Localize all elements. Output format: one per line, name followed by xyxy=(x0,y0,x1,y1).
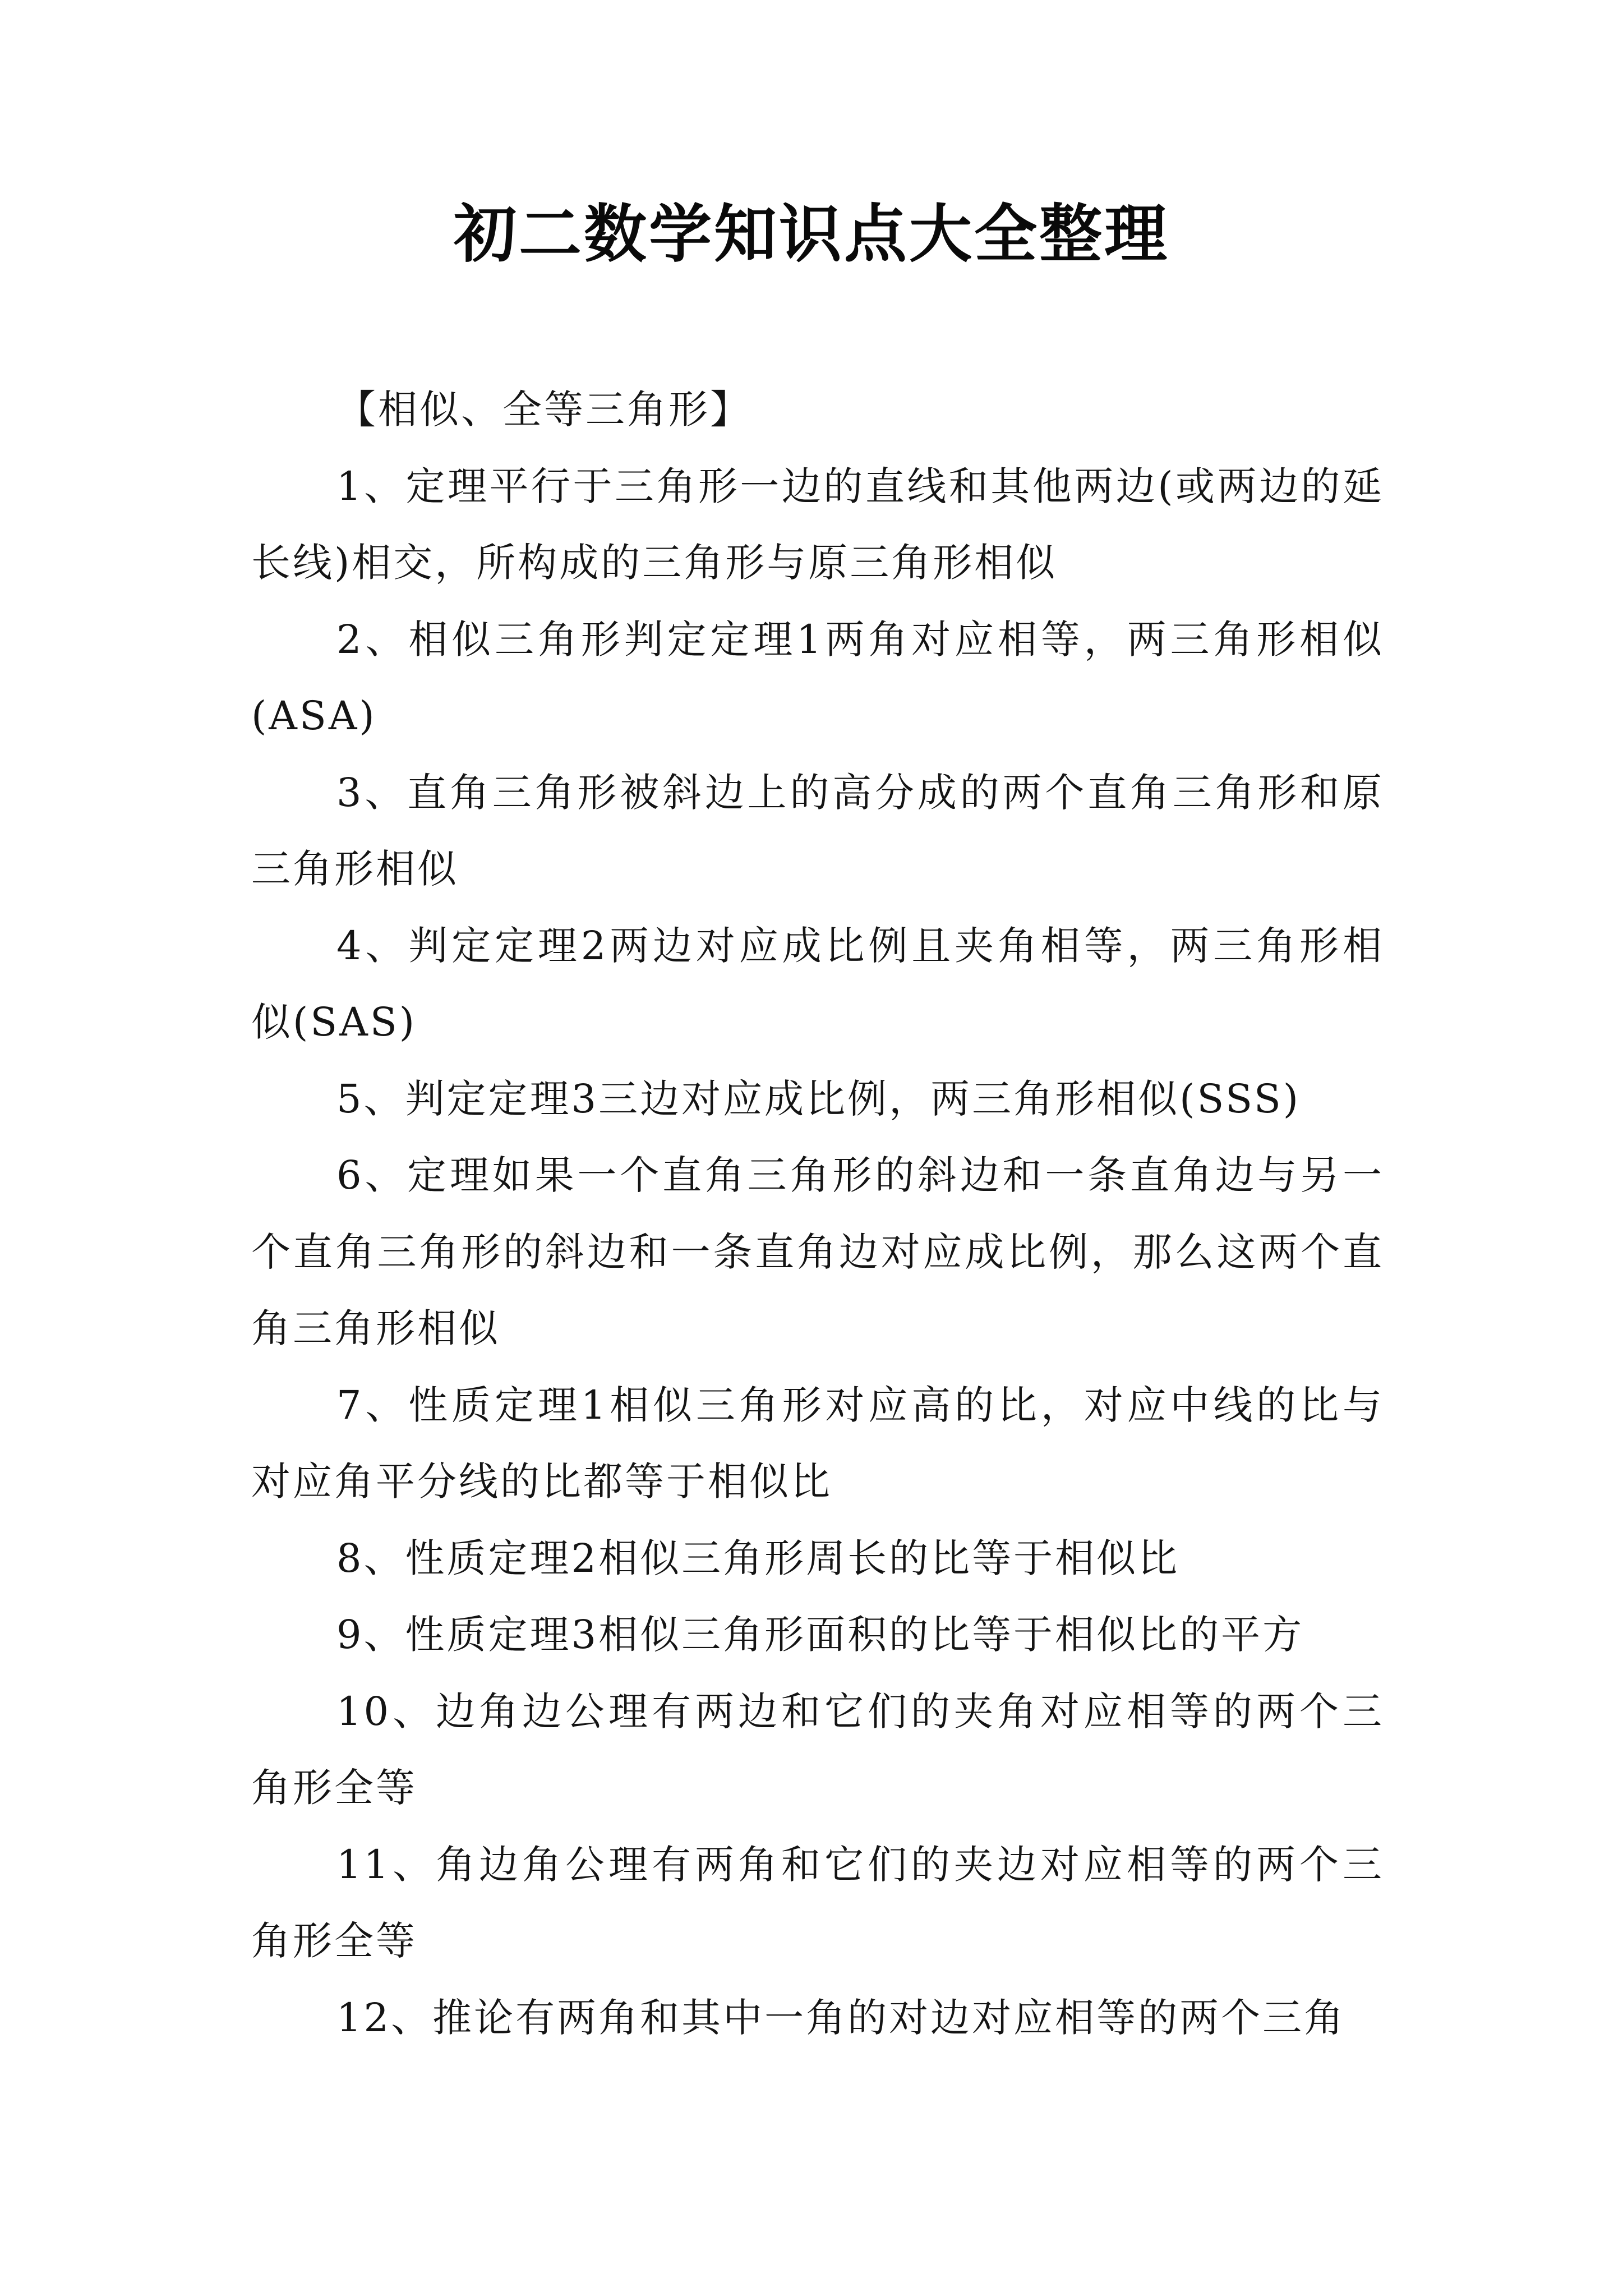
list-item: 4、判定定理2两边对应成比例且夹角相等，两三角形相似(SAS) xyxy=(251,922,1384,1045)
list-item: 5、判定定理3三边对应成比例，两三角形相似(SSS) xyxy=(336,1075,1301,1122)
list-item: 7、性质定理1相似三角形对应高的比，对应中线的比与对应角平分线的比都等于相似比 xyxy=(251,1382,1384,1504)
list-item: 3、直角三角形被斜边上的高分成的两个直角三角形和原三角形相似 xyxy=(251,769,1384,892)
list-item: 8、性质定理2相似三角形周长的比等于相似比 xyxy=(336,1535,1180,1581)
list-item: 11、角边角公理有两角和它们的夹边对应相等的两个三角形全等 xyxy=(251,1841,1384,1964)
list-item: 6、定理如果一个直角三角形的斜边和一条直角边与另一个直角三角形的斜边和一条直角边对应成比例，那么这两个直角三角形相似 xyxy=(251,1152,1384,1351)
list-item: 9、性质定理3相似三角形面积的比等于相似比的平方 xyxy=(336,1612,1304,1658)
list-item: 12、推论有两角和其中一角的对边对应相等的两个三角 xyxy=(336,1994,1346,2041)
list-item: 2、相似三角形判定定理1两角对应相等，两三角形相似(ASA) xyxy=(251,616,1384,739)
list-item: 10、边角边公理有两边和它们的夹角对应相等的两个三角形全等 xyxy=(251,1688,1384,1811)
list-item: 1、定理平行于三角形一边的直线和其他两边(或两边的延长线)相交，所构成的三角形与原三角形相似 xyxy=(251,463,1384,586)
page-title: 初二数学知识点大全整理 xyxy=(454,197,1169,271)
document-body xyxy=(251,371,1384,2056)
section-heading: 【相似、全等三角形】 xyxy=(336,386,751,432)
